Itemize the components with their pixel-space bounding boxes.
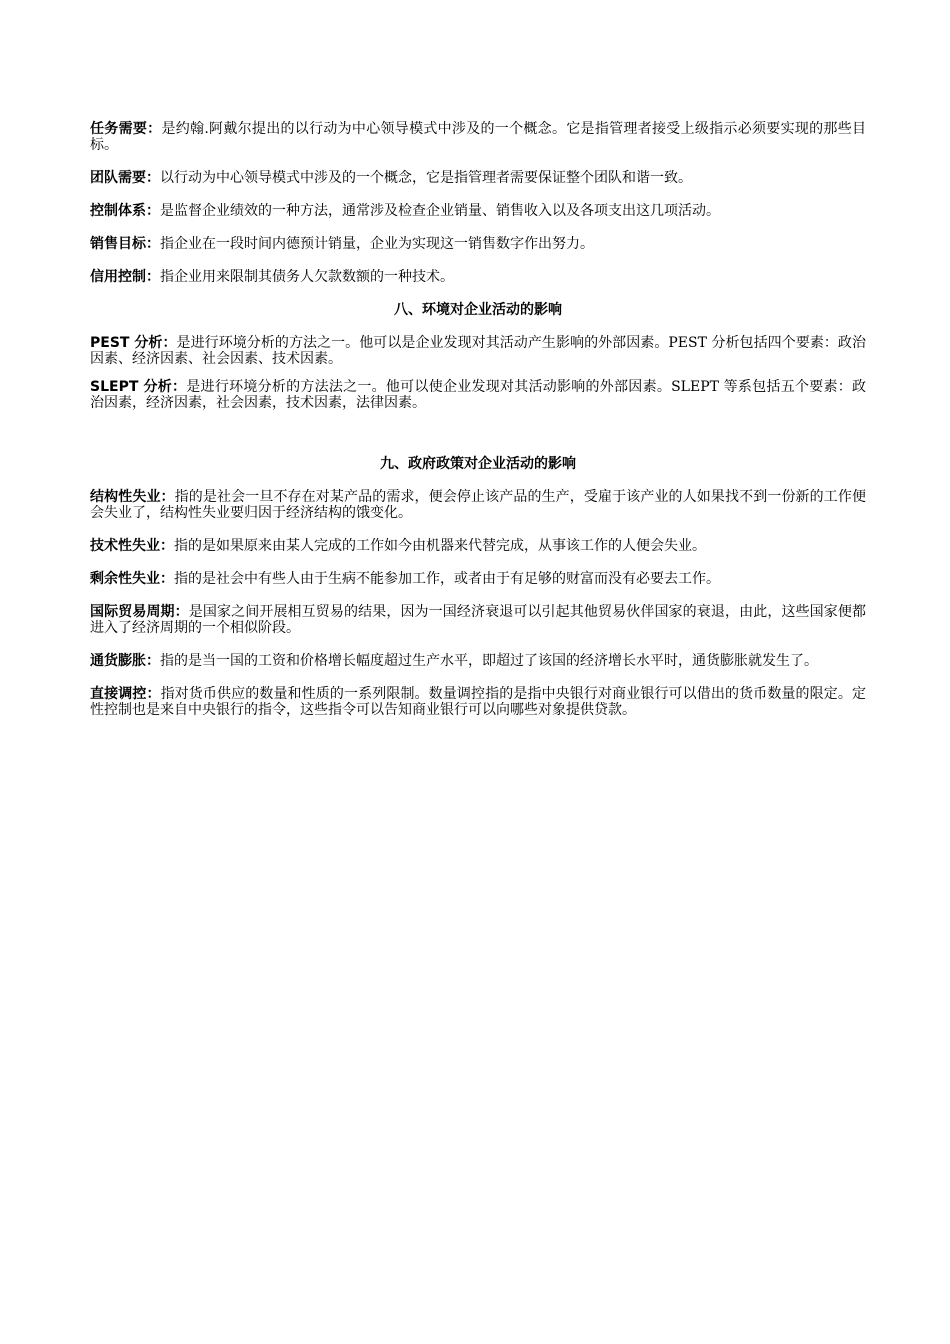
definition-international-trade-cycle [90,604,866,636]
definition-credit-control [90,269,866,285]
definition-technological-unemployment [90,538,866,554]
term-label: 技术性失业： [90,538,174,554]
definition-text: 是进行环境分析的方法之一。他可以是企业发现对其活动产生影响的外部因素。PEST 分析包括四个要素：政治因素、经济因素、社会因素、技术因素。 [90,335,866,367]
definition-control-system [90,203,866,219]
definition-text: 是约翰.阿戴尔提出的以行动为中心领导模式中涉及的一个概念。它是指管理者接受上级指示必须要实现的那些目标。 [90,121,867,153]
term-label: 任务需要： [90,121,162,137]
definition-text: 是进行环境分析的方法法之一。他可以使企业发现对其活动影响的外部因素。SLEPT 等系包括五个要素：政治因素，经济因素，社会因素，技术因素，法律因素。 [90,379,866,411]
term-label: 信用控制： [90,269,160,285]
term-label: 通货膨胀： [90,653,160,669]
definition-inflation [90,653,866,669]
definition-text: 指的是如果原来由某人完成的工作如今由机器来代替完成，从事该工作的人便会失业。 [174,538,706,554]
definition-text: 指的是社会一旦不存在对某产品的需求，便会停止该产品的生产，受雇于该产业的人如果找不到一份新的工作便会失业了，结构性失业要归因于经济结构的饿变化。 [90,489,867,521]
definition-text: 指的是当一国的工资和价格增长幅度超过生产水平，即超过了该国的经济增长水平时，通货膨胀就发生了。 [160,653,818,669]
definition-text: 是国家之间开展相互贸易的结果，因为一国经济衰退可以引起其他贸易伙伴国家的衰退，由此，这些国家便都进入了经济周期的一个相似阶段。 [90,604,867,636]
section-spacer [90,428,866,456]
definition-text: 指的是社会中有些人由于生病不能参加工作，或者由于有足够的财富而没有必要去工作。 [174,571,720,587]
definition-text: 指企业在一段时间内德预计销量，企业为实现这一销售数字作出努力。 [160,236,594,252]
definition-sales-target [90,236,866,252]
definition-structural-unemployment [90,489,866,521]
definition-slept [90,379,866,411]
document-page [90,121,866,735]
definition-text: 指对货币供应的数量和性质的一系列限制。数量调控指的是指中央银行对商业银行可以借出的货币数量的限定。定性控制也是来自中央银行的指令，这些指令可以告知商业银行可以向哪些对象提供贷款。 [90,686,867,718]
term-label: 团队需要： [90,170,160,186]
definition-team-needs [90,170,866,186]
definition-text: 以行动为中心领导模式中涉及的一个概念，它是指管理者需要保证整个团队和谐一致。 [160,170,692,186]
definition-pest [90,335,866,367]
section-heading-9: 九、政府政策对企业活动的影响 [380,456,576,472]
definition-text: 指企业用来限制其债务人欠款数额的一种技术。 [160,269,454,285]
term-label: 剩余性失业： [90,571,174,587]
term-label: 直接调控： [90,686,161,702]
term-label: PEST 分析： [90,335,177,351]
term-label: 结构性失业： [90,489,175,505]
definition-task-needs [90,121,866,153]
definition-residual-unemployment [90,571,866,587]
definition-direct-control [90,686,866,718]
term-label: SLEPT 分析： [90,379,187,395]
definition-text: 是监督企业绩效的一种方法，通常涉及检查企业销量、销售收入以及各项支出这几项活动。 [160,203,720,219]
section-heading-8: 八、环境对企业活动的影响 [394,302,562,318]
term-label: 国际贸易周期： [90,604,189,620]
term-label: 销售目标： [90,236,160,252]
term-label: 控制体系： [90,203,160,219]
